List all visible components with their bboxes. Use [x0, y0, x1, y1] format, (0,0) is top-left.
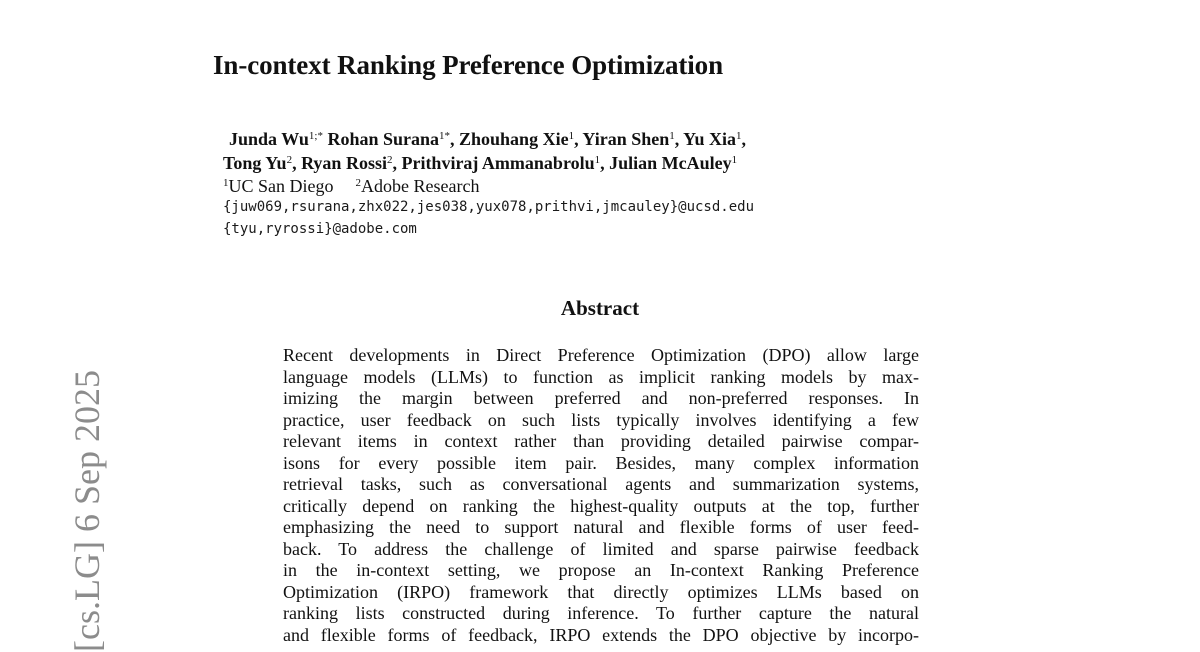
author-name: Zhouhang Xie [459, 129, 569, 149]
abstract-line: ranking lists constructed during inference. To further capture the natural [283, 603, 919, 623]
abstract-line: critically depend on ranking the highest-quality outputs at the top, further [283, 495, 919, 516]
arxiv-sidebar [30, 0, 107, 652]
abstract-line: relevant items in context rather than providing detailed pairwise compar- [283, 431, 919, 451]
author-separator: , [392, 153, 402, 173]
abstract-line: emphasizing the need to support natural and flexible forms of user feed- [283, 517, 919, 537]
author-affiliation-mark: 1 [669, 129, 675, 142]
affiliation-name: Adobe Research [361, 176, 480, 196]
author-name: Yiran Shen [582, 129, 670, 149]
abstract-line: isons for every possible item pair. Besides, many complex information [283, 452, 919, 473]
author-affiliation-mark: 2 [386, 153, 393, 166]
abstract-heading [0, 296, 1200, 321]
abstract-line: back. To address the challenge of limited and sparse pairwise feedback [283, 538, 919, 559]
affiliation-mark: 1 [223, 176, 229, 189]
author-separator: , [741, 129, 746, 149]
author-name: Ryan Rossi [301, 153, 387, 173]
abstract-line: in the in-context setting, we propose an In-context Ranking Preference [283, 560, 919, 580]
affiliation-name: UC San Diego [228, 176, 334, 196]
author-affiliation-mark: 1* [439, 129, 451, 142]
abstract-body [283, 345, 919, 648]
author-name: Rohan Surana [327, 129, 440, 149]
abstract-line: retrieval tasks, such as conversational agents and summarization systems, [283, 474, 919, 494]
author-affiliation-mark: 1 [594, 153, 601, 166]
email-adobe: {tyu,ryrossi}@adobe.com [223, 221, 417, 237]
abstract-heading-text: Abstract [560, 296, 640, 320]
abstract-line: Recent developments in Direct Preference Optimization (DPO) allow large [283, 345, 919, 365]
author-separator: , [600, 153, 610, 173]
author-separator: , [674, 129, 684, 149]
abstract-line: language models (LLMs) to function as implicit ranking models by max- [283, 366, 919, 387]
paper-title: In-context Ranking Preference Optimization [213, 50, 723, 80]
author-affiliation-mark: 1 [568, 129, 575, 142]
author-affiliation-mark: 2 [286, 153, 293, 166]
abstract-line: imizing the margin between preferred and non-preferred responses. In [283, 388, 919, 408]
author-line-2 [223, 151, 746, 175]
author-name: Junda Wu [229, 129, 309, 149]
abstract-line: practice, user feedback on such lists typically involves identifying a few [283, 409, 919, 430]
author-separator: , [574, 129, 583, 149]
author-affiliation-mark: 1;* [308, 129, 323, 142]
author-line-1 [223, 127, 746, 151]
author-list [223, 127, 746, 175]
author-name: Julian McAuley [609, 153, 732, 173]
affiliations [223, 175, 479, 197]
author-separator: , [450, 129, 460, 149]
email-ucsd: {juw069,rsurana,zhx022,jes038,yux078,prithvi,jmcauley}@ucsd.edu [223, 199, 755, 215]
author-affiliation-mark: 1 [735, 129, 742, 142]
author-name: Yu Xia [683, 129, 736, 149]
abstract-line: Optimization (IRPO) framework that directly optimizes LLMs based on [283, 581, 919, 602]
author-separator: , [292, 153, 302, 173]
arxiv-id-stamp: [cs.LG] 6 Sep 2025 [67, 370, 107, 652]
abstract-line: and flexible forms of feedback, IRPO extends the DPO objective by incorpo- [283, 624, 919, 645]
affiliation-mark: 2 [355, 176, 361, 189]
author-affiliation-mark: 1 [731, 153, 738, 166]
author-name: Prithviraj Ammanabrolu [401, 153, 595, 173]
author-name: Tong Yu [223, 153, 287, 173]
